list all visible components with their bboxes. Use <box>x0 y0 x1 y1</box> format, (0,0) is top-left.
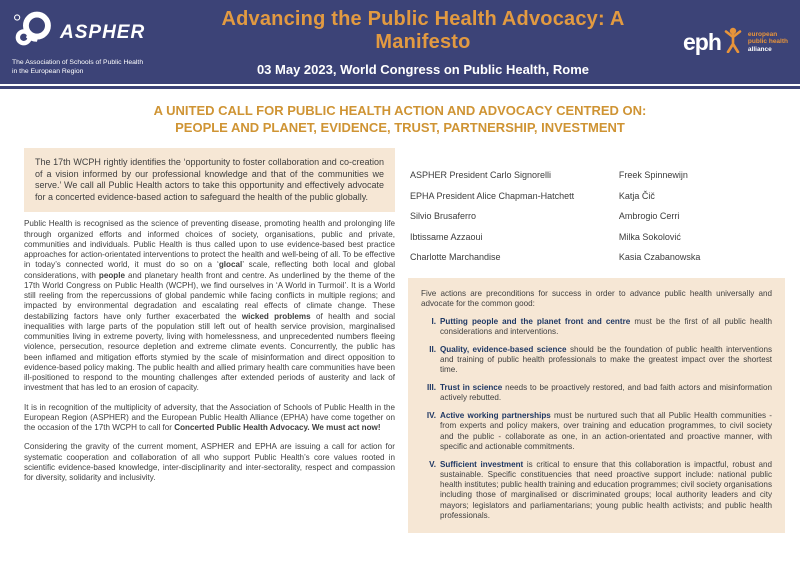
action-lead: Active working partnerships <box>440 411 551 421</box>
action-item <box>421 411 772 452</box>
epha-text-european: european <box>747 30 778 38</box>
signatory-name-right: Katja Čič <box>618 190 655 201</box>
banner-underline <box>0 86 800 89</box>
body-paragraph <box>24 403 395 434</box>
action-lead: Trust in science <box>440 383 503 393</box>
signatories-list <box>408 148 785 268</box>
signatory-row <box>410 227 783 248</box>
aspher-wordmark: ASPHER <box>60 21 146 43</box>
page-subtitle: 03 May 2023, World Congress on Public Health, Rome <box>256 61 590 77</box>
text-run: Public Health is recognised as the science of preventing disease, promoting health and prolonging life through organized efforts and informed choices of society, organisations, public and private, communities and individuals. Public Health is thus called upon to use evidence-based best practice approaches for action-orientated interventions to protect the health and well-being of all. To be effective in today’s connected world, it must do so on a ‘ <box>24 219 395 270</box>
heading-line1: A UNITED CALL FOR PUBLIC HEALTH ACTION AND ADVOCACY CENTRED ON: <box>153 103 647 118</box>
signatory-name-left: ASPHER President Carlo Signorelli <box>410 170 552 181</box>
action-text <box>440 345 772 376</box>
action-lead: Sufficient investment <box>440 459 524 469</box>
signatory-name-left: Silvio Brusaferro <box>410 211 477 222</box>
action-items <box>421 317 772 521</box>
signatory-name-right: Ambrogio Cerri <box>618 211 680 222</box>
text-run: people <box>98 270 126 280</box>
signatory-row <box>410 186 783 207</box>
action-text <box>440 460 772 522</box>
epha-person-icon <box>723 27 743 58</box>
action-rest: must be nurtured such that all Public Health communities - from experts and policy makers, over training and education programmes, to civil society and the public - collaborate as one, in an action-orientated and proactive manner, with specific and actionable commitments. <box>440 411 772 451</box>
manifesto-heading <box>30 102 770 136</box>
five-actions-box <box>408 278 785 534</box>
action-lead: Quality, evidence-based science <box>440 344 567 354</box>
signatory-row <box>410 165 783 186</box>
action-rest: needs to be proactively restored, and bad faith actors and misinformation actively rebutted. <box>440 383 772 403</box>
signatory-name-left: EPHA President Alice Chapman-Hatchett <box>410 190 575 201</box>
action-numeral: III. <box>427 383 436 393</box>
action-numeral: IV. <box>426 411 436 421</box>
epha-wordmark: eph <box>683 28 721 55</box>
text-run: ’ scale, reflecting both local and global considerations, with <box>24 260 395 280</box>
text-run: of health and social inequalities with large parts of the population still left out of health service provision, marginalised communities living in extreme poverty, living with homelessness, and unprecedented numbers fleeing violence, persecution, resource depletion and extreme climate events. Concurrently, the public has been inflamed and mitigation efforts stymied by the scale of misinformation and direct opposition to evidence-based policy making. The public health and allied primary health care communities have been ill-positioned to respond to the mounting challenges after extended periods of austerity and lack of investment that has led to an erosion of capacity. <box>24 311 396 393</box>
page-title: Advancing the Public Health Advocacy: A Manifesto <box>221 7 625 53</box>
action-numeral: V. <box>429 459 436 469</box>
body-paragraph <box>24 219 395 393</box>
signatory-name-left: Charlotte Marchandise <box>410 252 501 263</box>
signatory-name-right: Freek Spinnewijn <box>618 170 688 181</box>
wcph-quote-box: The 17th WCPH rightly identifies the ‘opportunity to foster collaboration and co-creation of a vision informed by our professional knowledge and that of the communities we serve.’ We call all Public Health actors to take this opportunity and effectively advocate for a concerted evidence-based action to safeguard the health of the public globally. <box>24 148 395 212</box>
action-item <box>421 317 772 338</box>
action-item <box>421 345 772 376</box>
action-rest: is critical to ensure that this collaboration is impactful, robust and sustainable. Specific constituencies that need proactive support include: national public health institutes; public health training and education programmes; civil society organisations including those of marginalised or discriminated groups; local authority leaders and city mayors; legislators and parliamentarians; young public health activists; and public health professionals. <box>440 459 772 520</box>
content-columns <box>0 148 800 533</box>
body-paragraph <box>24 442 395 483</box>
aspher-swirl-icon <box>12 8 56 57</box>
action-numeral: II. <box>429 344 436 354</box>
text-run: and planetary health front and centre. As underlined by the theme of the 17th World Congress on Public Health (WCPH), we find ourselves in ‘A World in Turmoil’. It is a World still reeling from the repercussions of global pandemic while facing conflicts in multiple regions; and impacted by environmental degradation and escalating real effects of climate change. These destabilizing factors have only further exacerbated the <box>24 270 395 321</box>
aspher-logo <box>12 8 190 76</box>
action-text <box>440 383 772 404</box>
body-paragraphs <box>24 219 395 483</box>
left-column <box>24 148 395 533</box>
action-text <box>440 317 772 338</box>
text-run: Concerted Public Health Advocacy. We must act now! <box>174 423 381 433</box>
action-item <box>421 460 772 522</box>
action-numeral: I. <box>431 316 436 326</box>
action-text <box>440 411 772 452</box>
heading-line2: PEOPLE AND PLANET, EVIDENCE, TRUST, PARTNERSHIP, INVESTMENT <box>175 120 625 135</box>
signatory-name-left: Ibtissame Azzaoui <box>410 231 483 242</box>
text-run: glocal <box>218 260 243 270</box>
actions-intro: Five actions are preconditions for success in order to advance public health universally and advocate for the common good: <box>421 288 772 308</box>
action-lead: Putting people and the planet front and centre <box>440 316 631 326</box>
aspher-tagline-line1: The Association of Schools of Public Health <box>12 59 144 66</box>
signatory-name-right: Kasia Czabanowska <box>618 252 701 263</box>
action-item <box>421 383 772 404</box>
text-run: It is in recognition of the multiplicity of adversity, that the Association of Schools of Public Health in the European Region (ASPHER) and the European Public Health Alliance (EPHA) have come together on the occasion of the 17th WCPH to call for <box>24 402 395 433</box>
text-run: Considering the gravity of the current moment, ASPHER and EPHA are issuing a call for action for systematic cooperation and collaboration of all who support Public Health’s core values rooted in scientific evidence-based knowledge, inter-disciplinarity and inter-sectorality, respect and compassion for diversity, solidarity and inclusivity. <box>24 442 395 483</box>
action-rest: must be the first of all public health considerations and interventions. <box>440 316 772 337</box>
right-column <box>408 148 785 533</box>
signatory-row <box>410 247 783 268</box>
aspher-tagline-line2: in the European Region <box>12 67 84 75</box>
signatory-row <box>410 206 783 227</box>
epha-text-alliance: alliance <box>747 45 772 53</box>
signatory-name-right: Milka Sokolović <box>618 231 681 242</box>
text-run: wicked problems <box>241 311 311 321</box>
header-banner <box>0 0 800 84</box>
epha-logo <box>656 27 788 58</box>
action-rest: should be the foundation of public health interventions and training of public health professionals to make the greatest impact over the shortest time. <box>440 344 772 375</box>
epha-text-public-health: public health <box>747 38 788 46</box>
